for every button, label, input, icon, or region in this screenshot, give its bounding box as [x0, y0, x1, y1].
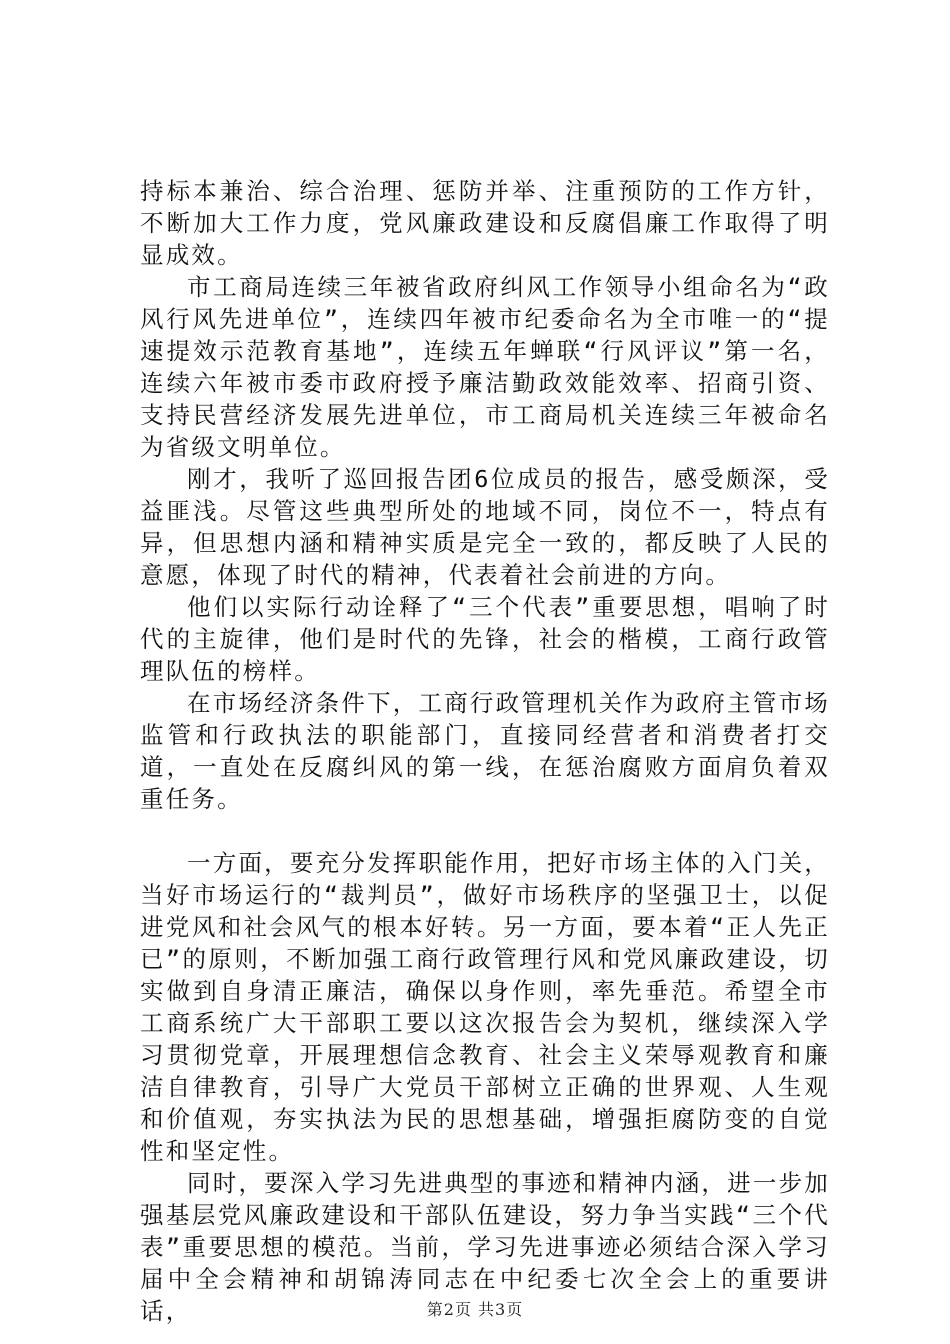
paragraph-7: 同时，要深入学习先进典型的事迹和精神内涵，进一步加强基层党风廉政建设和干部队伍建设，努力争当实践“三个代表”重要思想的模范。当前，学习先进事迹必须结合深入学习届中全会精神和胡锦涛同志在中纪委七次全会上的重要讲话， — [140, 1169, 830, 1325]
paragraph-1: 持标本兼治、综合治理、惩防并举、注重预防的工作方针，不断加大工作力度，党风廉政建设和反腐倡廉工作取得了明显成效。 — [140, 177, 830, 269]
paragraph-3: 刚才，我听了巡回报告团6位成员的报告，感受颇深，受益匪浅。尽管这些典型所处的地域不同，岗位不一，特点有异，但思想内涵和精神实质是完全一致的，都反映了人民的意愿，体现了时代的精神，代表着社会前进的方向。 — [140, 465, 830, 589]
paragraph-5: 在市场经济条件下，工商行政管理机关作为政府主管市场监管和行政执法的职能部门，直接同经营者和消费者打交道，一直处在反腐纠风的第一线，在惩治腐败方面肩负着双重任务。 — [140, 689, 830, 813]
page-number-footer: 第2页 共3页 — [426, 1300, 524, 1319]
paragraph-6: 一方面，要充分发挥职能作用，把好市场主体的入门关，当好市场运行的“裁判员”，做好市场秩序的坚强卫士，以促进党风和社会风气的根本好转。另一方面，要本着“正人先正已”的原则，不断加强工商行政管理行风和党风廉政建设，切实做到自身清正廉洁，确保以身作则，率先垂范。希望全市工商系统广大干部职工要以这次报告会为契机，继续深入学习贯彻党章，开展理想信念教育、社会主义荣辱观教育和廉洁自律教育，引导广大党员干部树立正确的世界观、人生观和价值观，夯实执法为民的思想基础，增强拒腐防变的自觉性和坚定性。 — [140, 849, 830, 1165]
paragraph-2: 市工商局连续三年被省政府纠风工作领导小组命名为“政风行风先进单位”，连续四年被市纪委命名为全市唯一的“提速提效示范教育基地”，连续五年蝉联“行风评议”第一名，连续六年被市委市政府授予廉洁勤政效能效率、招商引资、支持民营经济发展先进单位，市工商局机关连续三年被命名为省级文明单位。 — [140, 273, 830, 461]
document-body — [140, 175, 830, 1327]
paragraph-4: 他们以实际行动诠释了“三个代表”重要思想，唱响了时代的主旋律，他们是时代的先锋，社会的楷模，工商行政管理队伍的榜样。 — [140, 593, 830, 685]
